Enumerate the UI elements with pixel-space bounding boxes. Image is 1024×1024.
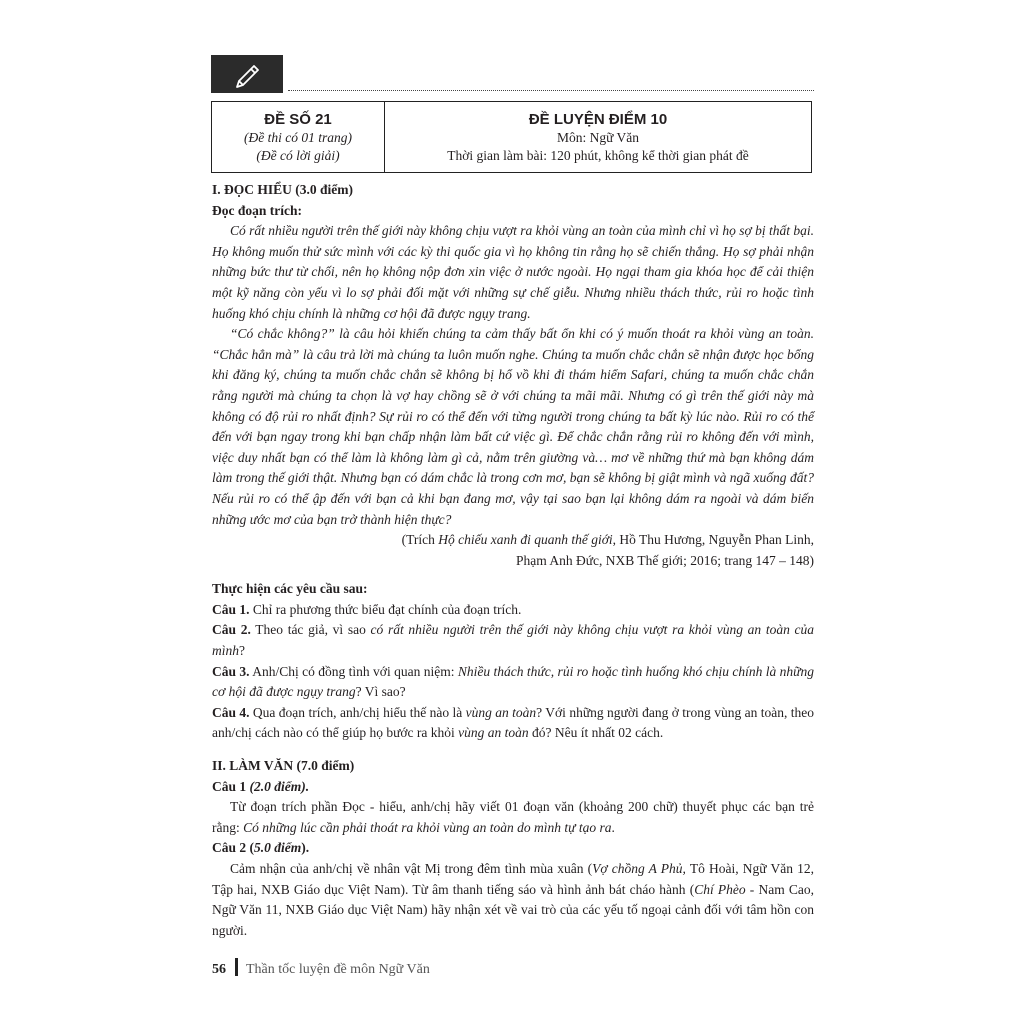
excerpt-paragraph-2: “Có chắc không?” là câu hỏi khiến chúng ta cảm thấy bất ổn khi có ý muốn thoát ra khỏi vùng an toàn. “Chắc hẳn mà” là câu trả lời mà chúng ta luôn muốn nghe. Chúng ta muốn chắc chắn sẽ nhận được học bổng khi đăng ký, chúng ta muốn chắc chắn sẽ không bị hổ vồ khi đi thám hiểm Safari, chúng ta muốn chắc chắn rằng người mà chúng ta chọn là vợ hay chồng sẽ ở với chúng ta mãi mãi. Nhưng có gì trên thế giới này mà không có độ rủi ro nhất định? Sự rủi ro có thể đến với từng người trong chúng ta bất kỳ lúc nào. Rủi ro có thể đến với bạn ngay trong khi bạn chấp nhận làm bất cứ việc gì. Để chắc chắn rằng rủi ro không đến với mình, việc duy nhất bạn có thể làm là không làm gì cả, nằm trên giường và… mơ về những thứ mà bạn không dám làm trong thế giới thật. Nhưng bạn có dám chắc là trong cơn mơ, bạn sẽ không bị giật mình và ngã xuống đất? Nếu rủi ro có thể ập đến với bạn cả khi bạn đang mơ, vậy tại sao bạn lại không dám ra ngoài và dám biến những ước mơ của bạn trở thành hiện thực? [212, 326, 814, 527]
writing-question-1-score: (2.0 điểm). [249, 778, 310, 794]
exam-time: Thời gian làm bài: 120 phút, không kể thời gian phát đề [447, 148, 749, 163]
writing-question-1-quote: Có những lúc cần phải thoát ra khỏi vùng an toàn do mình tự tạo ra [243, 819, 612, 835]
book-title: Thần tốc luyện đề môn Ngữ Văn [246, 962, 430, 977]
exam-title: ĐỀ LUYỆN ĐIỂM 10 [528, 111, 668, 128]
exam-header [211, 101, 812, 173]
writing-question-2-score: 5.0 điểm [254, 840, 302, 856]
writing-question-1-label: Câu 1 [212, 778, 250, 794]
excerpt-paragraph-1: Có rất nhiều người trên thế giới này không chịu vượt ra khỏi vùng an toàn của mình chỉ vì họ sợ bị thất bại. Họ không muốn thử sức mình với các kỳ thi quốc gia vì họ không tin rằng họ sẽ chiến thắng. Họ sợ phải nhận những bức thư từ chối, nên họ không nộp đơn xin việc ở nước ngoài. Họ ngại tham gia khóa học để cải thiện một kỹ năng còn yếu vì lo sợ phải đối mặt với những sự chế giễu. Nhưng nhiều thách thức, rủi ro hoặc tình huống khó chịu chính là những cơ hội đã được ngụy trang. [212, 223, 814, 321]
question-3-text: Anh/Chị có đồng tình với quan niệm: [249, 663, 458, 679]
question-4 [212, 703, 814, 744]
question-3-end: ? Vì sao? [355, 684, 406, 700]
citation-prefix: (Trích [401, 532, 439, 548]
exam-id-cell [212, 102, 385, 172]
question-4-label: Câu 4. [212, 704, 250, 720]
section-reading-title: I. ĐỌC HIỂU (3.0 điểm) [212, 182, 353, 197]
writing-question-2-text-2: Tô Hoài, Ngữ Văn 12, Tập hai, NXB Giáo dục Việt Nam). Từ âm thanh tiếng sáo và hình ảnh bát cháo hành ( [212, 861, 814, 897]
question-2-quote: có rất nhiều người trên thế giới này không chịu vượt ra khỏi vùng an toàn của mình [212, 622, 814, 659]
writing-question-2-body [212, 859, 814, 941]
footer-divider [235, 958, 238, 976]
question-3 [212, 662, 814, 703]
writing-question-2-heading [212, 838, 814, 859]
requirements-label: Thực hiện các yêu cầu sau: [212, 581, 368, 597]
writing-question-2-label: Câu 2 ( [212, 840, 255, 856]
citation-line-1 [212, 530, 814, 551]
dotted-rule [288, 90, 814, 91]
question-3-label: Câu 3. [212, 663, 250, 679]
question-4-text: Qua đoạn trích, anh/chị hiểu thế nào là [249, 704, 466, 720]
question-2 [212, 620, 814, 661]
question-4-end: đó? Nêu ít nhất 02 cách. [528, 725, 664, 741]
writing-question-2-end: ). [301, 840, 310, 856]
citation-line-2: Phạm Anh Đức, NXB Thế giới; 2016; trang 147 – 148) [515, 552, 814, 568]
exam-pages-note: (Đề thi có 01 trang) [244, 130, 352, 145]
citation-book-title: Hộ chiếu xanh đi quanh thế giới [438, 532, 613, 548]
citation-authors: , Hồ Thu Hương, Nguyễn Phan Linh, [612, 532, 814, 548]
writing-question-2-text-1: Cảm nhận của anh/chị về nhân vật Mị trong đêm tình mùa xuân ( [230, 861, 593, 876]
exam-subject: Môn: Ngữ Văn [556, 130, 640, 145]
question-4-term: vùng an toàn [465, 704, 537, 720]
writing-question-1-heading [212, 777, 814, 798]
exam-number: ĐỀ SỐ 21 [264, 111, 332, 128]
writing-question-1-body [212, 797, 814, 838]
exam-solution-note: (Đề có lời giải) [256, 148, 340, 163]
pencil-icon [233, 60, 263, 88]
question-2-label: Câu 2. [212, 622, 251, 638]
question-1 [212, 600, 814, 621]
writing-question-2-work-2: Chí Phèo [694, 881, 746, 897]
question-2-text: Theo tác giả, vì sao [250, 622, 371, 638]
question-4-term-2: vùng an toàn [458, 725, 529, 741]
exam-info-cell [385, 102, 811, 172]
question-2-end: ? [239, 643, 245, 659]
writing-question-1-text: Từ đoạn trích phần Đọc - hiểu, anh/chị hãy viết 01 đoạn văn (khoảng 200 chữ) thuyết phục các bạn trẻ rằng: [212, 799, 814, 835]
question-1-text: Chỉ ra phương thức biểu đạt chính của đoạn trích. [249, 601, 522, 617]
page-footer [212, 958, 430, 981]
page-number: 56 [212, 962, 226, 977]
writing-question-2-work-1: Vợ chồng A Phủ, [592, 861, 686, 876]
question-3-quote: Nhiều thách thức, rủi ro hoặc tình huống khó chịu chính là những cơ hội đã được ngụy trang [212, 663, 815, 700]
section-writing-title: II. LÀM VĂN (7.0 điểm) [212, 758, 355, 774]
question-4-text-2: ? Với những người đang ở trong vùng an toàn, theo anh/chị cách nào có thể giúp họ bước ra khỏi [212, 704, 814, 741]
writing-question-1-end: . [611, 819, 615, 835]
exam-content [212, 180, 814, 941]
read-excerpt-label: Đọc đoạn trích: [212, 202, 302, 218]
pencil-badge [211, 55, 283, 93]
writing-question-2-text-3: - Nam Cao, Ngữ Văn 11, NXB Giáo dục Việt Nam) hãy nhận xét về vai trò của các yếu tố ngoại cảnh đối với tâm hồn con người. [212, 881, 815, 938]
question-1-label: Câu 1. [212, 601, 250, 617]
